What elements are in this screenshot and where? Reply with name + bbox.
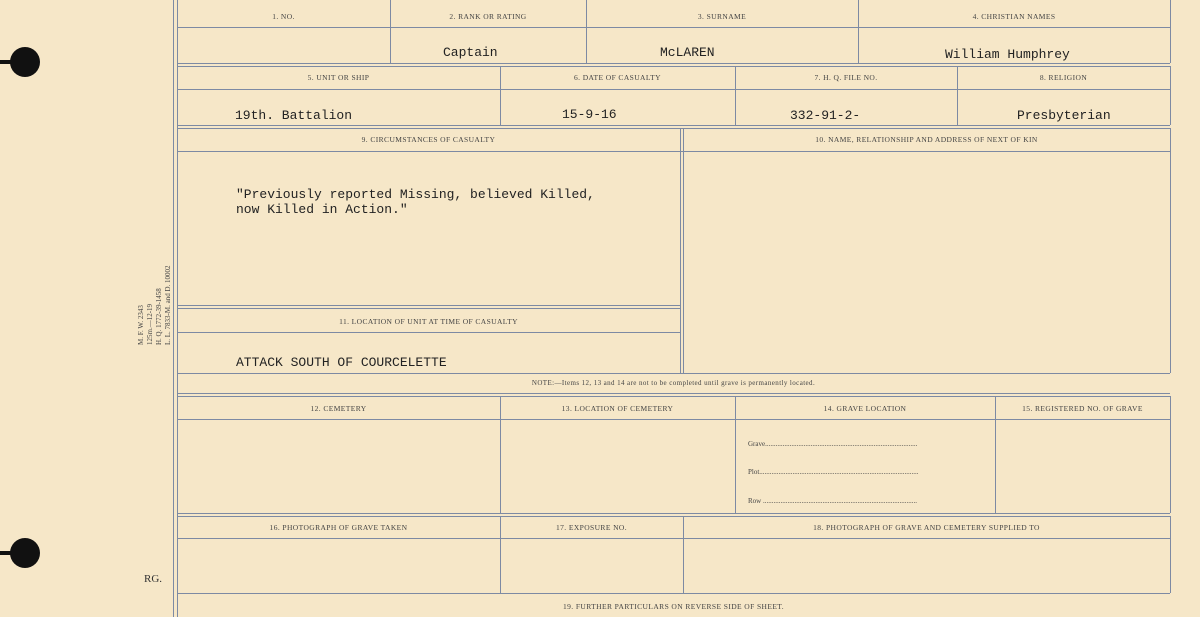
- label-rank: 2. RANK OR RATING: [449, 12, 527, 21]
- label-photo-supplied: 18. PHOTOGRAPH OF GRAVE AND CEMETERY SUPPLIED TO: [813, 523, 1040, 532]
- label-location: 11. LOCATION OF UNIT AT TIME OF CASUALTY: [339, 317, 518, 326]
- label-circumstances: 9. CIRCUMSTANCES OF CASUALTY: [361, 135, 496, 144]
- grave-field: Grave.......................................................................................: [748, 440, 918, 448]
- label-surname: 3. SURNAME: [697, 12, 747, 21]
- file-value: 332-91-2-: [790, 108, 861, 123]
- location-value: ATTACK SOUTH OF COURCELETTE: [236, 355, 447, 370]
- label-date: 6. DATE OF CASUALTY: [574, 73, 661, 82]
- label-cemetery: 12. CEMETERY: [310, 404, 367, 413]
- label-kin: 10. NAME, RELATIONSHIP AND ADDRESS OF NEXT OF KIN: [815, 135, 1038, 144]
- unit-value: 19th. Battalion: [235, 108, 353, 123]
- punch-hole-stub: [0, 551, 14, 555]
- surname-value: McLAREN: [660, 45, 715, 60]
- label-unit: 5. UNIT OR SHIP: [307, 73, 370, 82]
- punch-hole-stub: [0, 60, 14, 64]
- circumstances-line-1: "Previously reported Missing, believed Killed,: [236, 187, 595, 202]
- rg-mark: RG.: [144, 573, 163, 585]
- label-religion: 8. RELIGION: [1039, 73, 1088, 82]
- circumstances-line-2: now Killed in Action.": [236, 202, 408, 217]
- plot-field: Plot...........................................................................................: [748, 468, 919, 476]
- margin-print: M. F. W. 2343 125m.—12-19 H. Q. 1772-39-1458 L. L. 7833-M. and D. 10002: [137, 265, 172, 345]
- rank-value: Captain: [443, 45, 498, 60]
- label-grave-location: 14. GRAVE LOCATION: [823, 404, 907, 413]
- date-value: 15-9-16: [562, 107, 617, 122]
- label-file: 7. H. Q. FILE NO.: [814, 73, 878, 82]
- punch-hole: [10, 47, 40, 77]
- label-further: 19. FURTHER PARTICULARS ON REVERSE SIDE OF SHEET.: [562, 602, 784, 611]
- row-field: Row ........................................................................................: [748, 497, 917, 505]
- label-exposure: 17. EXPOSURE NO.: [556, 523, 627, 532]
- punch-hole: [10, 538, 40, 568]
- label-no: 1. NO.: [272, 12, 295, 21]
- label-photo-taken: 16. PHOTOGRAPH OF GRAVE TAKEN: [269, 523, 408, 532]
- label-registered: 15. REGISTERED NO. OF GRAVE: [1022, 404, 1143, 413]
- label-cemetery-location: 13. LOCATION OF CEMETERY: [561, 404, 674, 413]
- christian-value: William Humphrey: [945, 47, 1070, 62]
- label-christian: 4. CHRISTIAN NAMES: [972, 12, 1056, 21]
- religion-value: Presbyterian: [1017, 108, 1111, 123]
- note: NOTE:—Items 12, 13 and 14 are not to be completed until grave is permanently located.: [531, 379, 816, 387]
